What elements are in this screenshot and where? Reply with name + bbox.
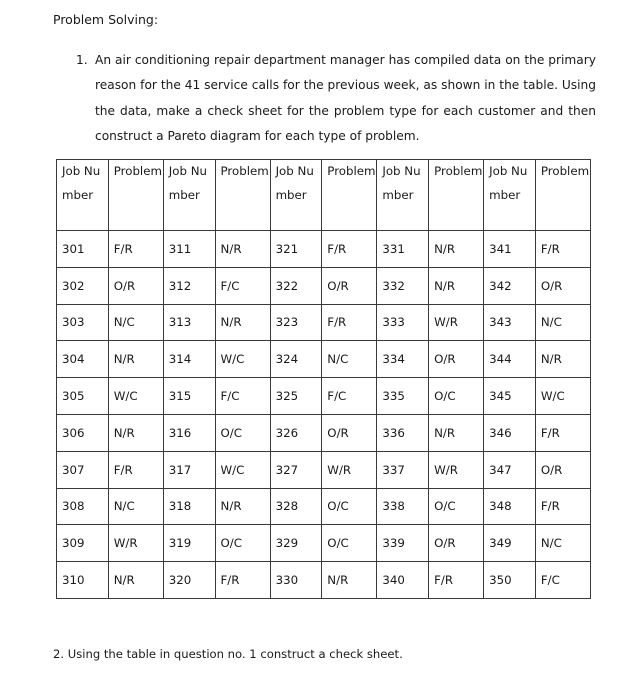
problem-cell: O/C <box>322 525 377 562</box>
problem-cell: F/R <box>322 304 377 341</box>
job-number-cell: 342 <box>484 267 536 304</box>
question-2: 2. Using the table in question no. 1 construct a check sheet. <box>53 647 403 661</box>
job-number-cell: 321 <box>270 231 322 268</box>
job-number-cell: 337 <box>377 451 429 488</box>
table-row <box>57 525 591 562</box>
job-number-cell: 330 <box>270 562 322 599</box>
job-number-cell: 336 <box>377 414 429 451</box>
job-number-cell: 313 <box>163 304 215 341</box>
header-problem: Problem <box>322 160 377 231</box>
header-problem: Problem <box>215 160 270 231</box>
job-number-cell: 320 <box>163 562 215 599</box>
header-problem: Problem <box>535 160 590 231</box>
problem-cell: F/R <box>108 451 163 488</box>
job-number-cell: 327 <box>270 451 322 488</box>
problem-cell: N/R <box>429 267 484 304</box>
job-number-cell: 324 <box>270 341 322 378</box>
job-number-cell: 343 <box>484 304 536 341</box>
table-row <box>57 267 591 304</box>
problem-cell: F/C <box>535 562 590 599</box>
job-number-cell: 301 <box>57 231 109 268</box>
job-number-cell: 348 <box>484 488 536 525</box>
problem-cell: O/C <box>215 414 270 451</box>
page-heading: Problem Solving: <box>53 12 159 27</box>
question-1-number: 1. <box>76 53 88 67</box>
job-number-cell: 315 <box>163 378 215 415</box>
problem-cell: N/R <box>429 231 484 268</box>
header-problem: Problem <box>108 160 163 231</box>
job-number-cell: 305 <box>57 378 109 415</box>
problem-cell: F/R <box>429 562 484 599</box>
header-job-number: Job Number <box>377 160 429 231</box>
problem-cell: N/C <box>535 525 590 562</box>
job-number-cell: 339 <box>377 525 429 562</box>
problem-cell: N/C <box>322 341 377 378</box>
job-number-cell: 350 <box>484 562 536 599</box>
problem-cell: N/R <box>108 562 163 599</box>
job-number-cell: 312 <box>163 267 215 304</box>
table-row <box>57 451 591 488</box>
problem-cell: N/C <box>108 304 163 341</box>
job-number-cell: 341 <box>484 231 536 268</box>
table-row <box>57 341 591 378</box>
job-number-cell: 338 <box>377 488 429 525</box>
problem-cell: W/R <box>322 451 377 488</box>
problem-cell: N/R <box>108 414 163 451</box>
job-number-cell: 317 <box>163 451 215 488</box>
problem-cell: F/R <box>535 414 590 451</box>
job-number-cell: 326 <box>270 414 322 451</box>
table-row <box>57 231 591 268</box>
header-job-number: Job Number <box>484 160 536 231</box>
problem-cell: O/C <box>322 488 377 525</box>
header-problem: Problem <box>429 160 484 231</box>
job-number-cell: 334 <box>377 341 429 378</box>
job-number-cell: 347 <box>484 451 536 488</box>
problem-cell: N/R <box>322 562 377 599</box>
problem-cell: F/R <box>535 488 590 525</box>
job-number-cell: 332 <box>377 267 429 304</box>
table-row <box>57 414 591 451</box>
problem-cell: F/C <box>322 378 377 415</box>
table-row <box>57 304 591 341</box>
job-number-cell: 325 <box>270 378 322 415</box>
job-number-cell: 319 <box>163 525 215 562</box>
header-job-number: Job Number <box>270 160 322 231</box>
job-number-cell: 316 <box>163 414 215 451</box>
service-calls-table <box>56 159 591 599</box>
job-number-cell: 308 <box>57 488 109 525</box>
problem-cell: O/C <box>215 525 270 562</box>
problem-cell: W/R <box>429 304 484 341</box>
job-number-cell: 329 <box>270 525 322 562</box>
problem-cell: F/R <box>535 231 590 268</box>
job-number-cell: 303 <box>57 304 109 341</box>
table-header-row <box>57 160 591 231</box>
job-number-cell: 306 <box>57 414 109 451</box>
header-job-number: Job Number <box>163 160 215 231</box>
job-number-cell: 333 <box>377 304 429 341</box>
problem-cell: O/R <box>535 267 590 304</box>
problem-cell: F/R <box>215 562 270 599</box>
problem-cell: N/C <box>108 488 163 525</box>
problem-cell: W/C <box>215 341 270 378</box>
problem-cell: F/R <box>322 231 377 268</box>
problem-cell: O/R <box>429 341 484 378</box>
problem-cell: O/R <box>322 414 377 451</box>
problem-cell: W/C <box>535 378 590 415</box>
job-number-cell: 314 <box>163 341 215 378</box>
question-1 <box>76 48 596 149</box>
question-1-text: An air conditioning repair department manager has compiled data on the primary reason for the 41 service calls for the previous week, as shown in the table. Using the data, make a check sheet for the problem type for each customer and then construct a Pareto diagram for each type of problem. <box>95 53 596 143</box>
job-number-cell: 323 <box>270 304 322 341</box>
table-body <box>57 231 591 599</box>
problem-cell: O/R <box>322 267 377 304</box>
problem-cell: N/R <box>215 304 270 341</box>
problem-cell: F/C <box>215 267 270 304</box>
job-number-cell: 310 <box>57 562 109 599</box>
job-number-cell: 322 <box>270 267 322 304</box>
problem-cell: N/R <box>108 341 163 378</box>
job-number-cell: 335 <box>377 378 429 415</box>
job-number-cell: 311 <box>163 231 215 268</box>
job-number-cell: 340 <box>377 562 429 599</box>
problem-cell: N/R <box>215 488 270 525</box>
table-row <box>57 562 591 599</box>
problem-cell: W/R <box>108 525 163 562</box>
job-number-cell: 328 <box>270 488 322 525</box>
job-number-cell: 331 <box>377 231 429 268</box>
problem-cell: F/R <box>108 231 163 268</box>
job-number-cell: 302 <box>57 267 109 304</box>
problem-cell: O/C <box>429 378 484 415</box>
header-job-number: Job Number <box>57 160 109 231</box>
problem-cell: O/R <box>535 451 590 488</box>
problem-cell: W/C <box>108 378 163 415</box>
job-number-cell: 346 <box>484 414 536 451</box>
job-number-cell: 349 <box>484 525 536 562</box>
problem-cell: W/C <box>215 451 270 488</box>
job-number-cell: 304 <box>57 341 109 378</box>
problem-cell: O/C <box>429 488 484 525</box>
problem-cell: N/R <box>215 231 270 268</box>
problem-cell: N/C <box>535 304 590 341</box>
job-number-cell: 318 <box>163 488 215 525</box>
table-row <box>57 378 591 415</box>
problem-cell: F/C <box>215 378 270 415</box>
problem-cell: W/R <box>429 451 484 488</box>
job-number-cell: 345 <box>484 378 536 415</box>
problem-cell: O/R <box>108 267 163 304</box>
job-number-cell: 344 <box>484 341 536 378</box>
job-number-cell: 307 <box>57 451 109 488</box>
problem-cell: O/R <box>429 525 484 562</box>
problem-cell: N/R <box>535 341 590 378</box>
table-row <box>57 488 591 525</box>
job-number-cell: 309 <box>57 525 109 562</box>
problem-cell: N/R <box>429 414 484 451</box>
